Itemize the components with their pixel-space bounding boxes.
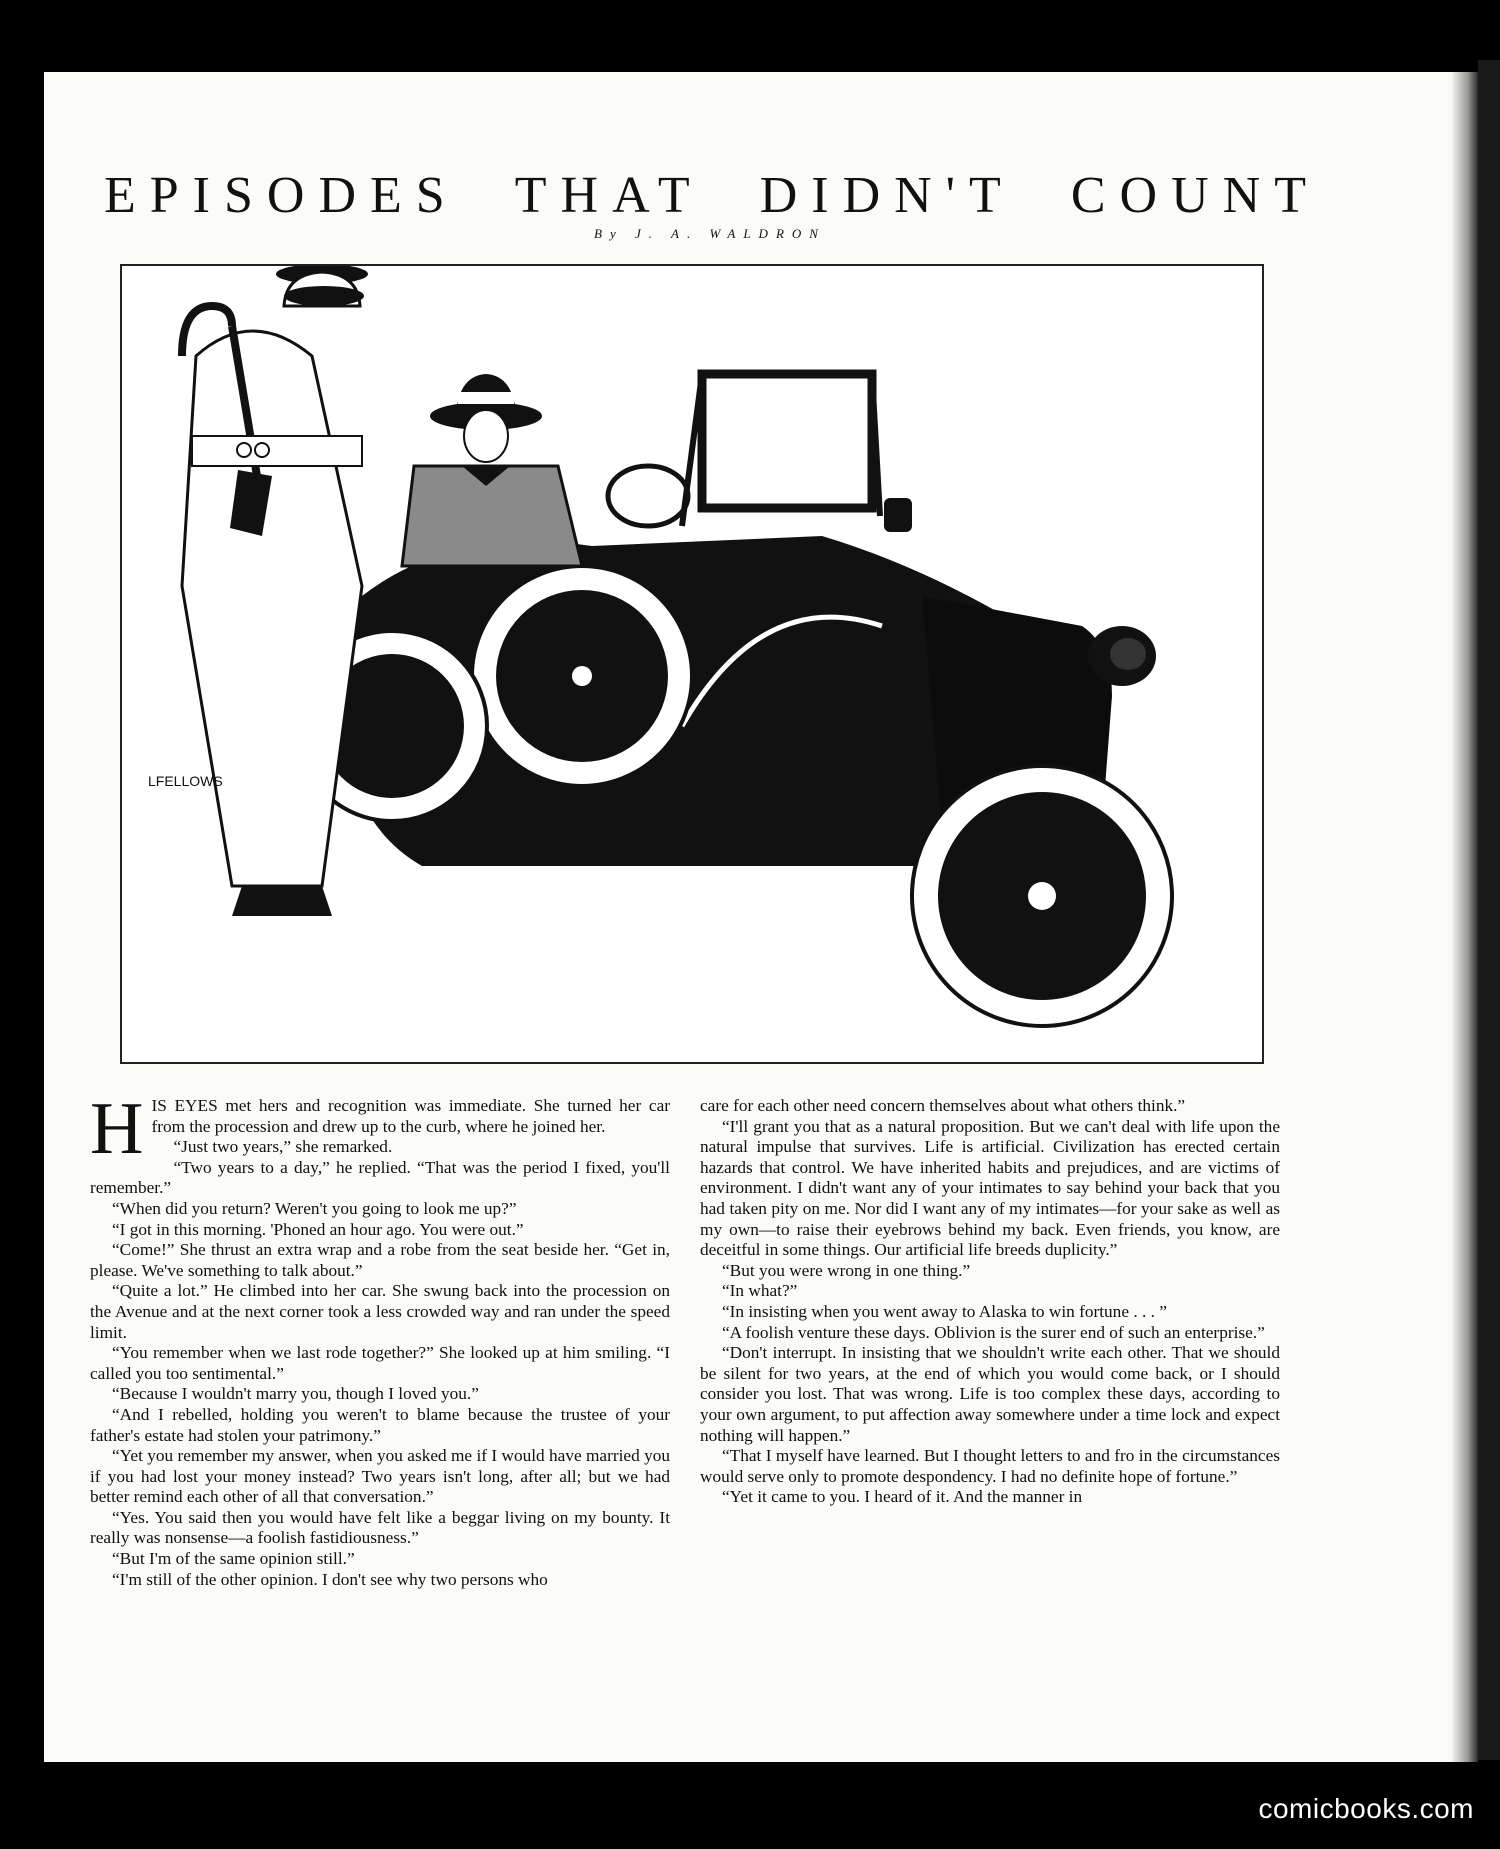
paragraph: “When did you return? Weren't you going to look me up?” bbox=[112, 1198, 517, 1218]
illustration-signature: LFELLOWS bbox=[148, 773, 223, 789]
drop-cap: H bbox=[90, 1088, 144, 1170]
paragraph: “Quite a lot.” He climbed into her car. She swung back into the procession on the Avenue and at the next corner took a less crowded way and ran under the speed limit. bbox=[90, 1281, 670, 1342]
car-windshield bbox=[702, 374, 872, 508]
article-title: EPISODES THAT DIDN'T COUNT bbox=[104, 167, 1320, 224]
article-byline: By J. A. WALDRON bbox=[594, 226, 826, 241]
paragraph: care for each other need concern themselves about what others think.” bbox=[700, 1096, 1186, 1115]
paragraph: “In insisting when you went away to Alaska to win fortune . . . ” bbox=[722, 1301, 1167, 1321]
illustration-panel bbox=[120, 264, 1264, 1064]
paragraph: “You remember when we last rode together?” She looked up at him smiling. “I called you too sentimental.” bbox=[90, 1343, 670, 1383]
scan-right-edge bbox=[1478, 60, 1500, 1760]
text-column-left bbox=[90, 1088, 670, 1590]
car-steering-wheel bbox=[608, 466, 688, 526]
paragraph: “I'm still of the other opinion. I don't see why two persons who bbox=[112, 1569, 548, 1589]
paragraph: “Don't interrupt. In insisting that we shouldn't write each other. That we should be silent for two years, at the end of which you would come back, or I should consider you lost. That was wrong. Life is too complex these days, according to your own argument, to put affection away somewhere under a time lock and expect nothing will happen.” bbox=[700, 1343, 1280, 1445]
site-watermark: comicbooks.com bbox=[1258, 1793, 1474, 1824]
paragraph: “A foolish venture these days. Oblivion is the surer end of such an enterprise.” bbox=[722, 1322, 1265, 1342]
woman-figure bbox=[402, 374, 582, 566]
paragraph: “Because I wouldn't marry you, though I loved you.” bbox=[112, 1384, 479, 1404]
paragraph: “I'll grant you that as a natural proposition. But we can't deal with life upon the natural impulse that survives. Life is artificial. Civilization has erected certain hazards that control. We have inherited habits and prejudices, and are victims of environment. I didn't want any of your intimates to say behind your back that you had taken pity on me. Nor did I want any of my intimates—for your sake as well as my own—to raise their eyebrows behind my back. Even friends, you know, are deceitful in some things. Our artificial life breeds duplicity.” bbox=[700, 1116, 1280, 1260]
paragraph: “And I rebelled, holding you weren't to blame because the trustee of your father's estate had stolen your patrimony.” bbox=[90, 1404, 670, 1445]
paragraph: “But you were wrong in one thing.” bbox=[722, 1260, 971, 1280]
paragraph: “Just two years,” she remarked. bbox=[173, 1137, 393, 1157]
paragraph: “Yet you remember my answer, when you asked me if I would have married you if you had lost your money instead? Two years isn't long, after all; but we had better remind each other of all that conversation.” bbox=[90, 1446, 670, 1507]
paragraph: “But I'm of the same opinion still.” bbox=[112, 1549, 355, 1569]
paragraph: “Yes. You said then you would have felt like a beggar living on my bounty. It really was nonsense—a foolish fastidiousness.” bbox=[90, 1507, 670, 1548]
man-figure bbox=[182, 266, 368, 916]
page-gutter bbox=[1452, 72, 1478, 1762]
car-front-wheel bbox=[912, 766, 1172, 1026]
car-rear-wheel bbox=[472, 566, 692, 786]
car-and-couple-illustration bbox=[122, 266, 1262, 1062]
paragraph: “Come!” She thrust an extra wrap and a robe from the seat beside her. “Get in, please. We've something to talk about.” bbox=[90, 1240, 670, 1280]
paragraph: “Yet it came to you. I heard of it. And the manner in bbox=[722, 1487, 1083, 1507]
paragraph: “That I myself have learned. But I thought letters to and fro in the circumstances would serve only to promote despondency. I had no definite hope of fortune.” bbox=[700, 1446, 1280, 1486]
opening-text: IS EYES met hers and recognition was immediate. She turned her car from the procession and drew up to the curb, where he joined her. bbox=[151, 1096, 670, 1136]
paragraph: “In what?” bbox=[722, 1281, 798, 1301]
paragraph: “I got in this morning. 'Phoned an hour ago. You were out.” bbox=[112, 1219, 524, 1239]
paragraph: “Two years to a day,” he replied. “That was the period I fixed, you'll remember.” bbox=[90, 1157, 670, 1198]
text-column-right bbox=[700, 1096, 1280, 1508]
